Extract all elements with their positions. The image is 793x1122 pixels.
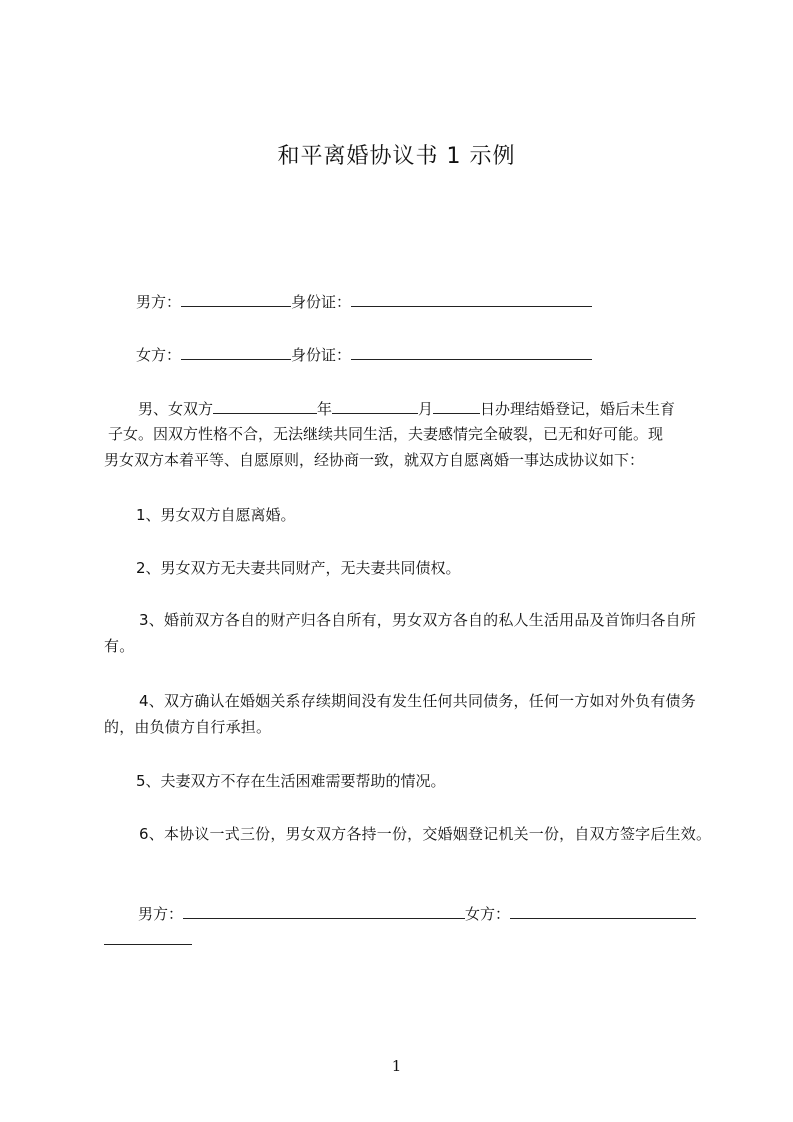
clause-1: 1、男女双方自愿离婚。: [136, 506, 296, 524]
signature-continuation: [104, 929, 192, 950]
year-blank: [213, 398, 317, 414]
female-signature-blank: [510, 903, 696, 919]
female-party-line: [136, 344, 592, 365]
clause-3: 3、婚前双方各自的财产归各自所有，男女双方各自的私人生活用品及首饰归各自所有。: [104, 611, 696, 655]
female-id-label: 身份证：: [291, 346, 352, 364]
male-party-label: 男方：: [136, 293, 182, 311]
intro-lead: 男、女双方: [138, 400, 214, 418]
male-party-line: [136, 291, 592, 312]
male-id-label: 身份证：: [291, 293, 352, 311]
page-number: 1: [391, 1057, 402, 1075]
intro-line-1: [138, 398, 675, 419]
clause-4: 4、双方确认在婚姻关系存续期间没有发生任何共同债务，任何一方如对外负有债务的，由负债方自行承担。: [104, 692, 696, 736]
female-id-blank: [351, 344, 592, 360]
signature-line: [138, 903, 696, 924]
clause-5: 5、夫妻双方不存在生活困难需要帮助的情况。: [136, 772, 446, 790]
clause-2: 2、男女双方无夫妻共同财产，无夫妻共同债权。: [136, 559, 461, 577]
male-signature-blank: [183, 903, 465, 919]
month-blank: [332, 398, 418, 414]
female-party-label: 女方：: [136, 346, 182, 364]
intro-line-2: 子女。因双方性格不合，无法继续共同生活，夫妻感情完全破裂，已无和好可能。现: [108, 425, 664, 443]
intro-year: 年: [317, 400, 333, 418]
intro-day-rest: 日办理结婚登记，婚后未生育: [480, 400, 676, 418]
day-blank: [433, 398, 480, 414]
male-id-blank: [351, 291, 592, 307]
female-name-blank: [181, 344, 291, 360]
signature-male-label: 男方：: [138, 905, 184, 923]
clause-6: 6、本协议一式三份，男女双方各持一份，交婚姻登记机关一份，自双方签字后生效。: [139, 825, 712, 843]
male-name-blank: [181, 291, 291, 307]
intro-line-3: 男女双方本着平等、自愿原则，经协商一致，就双方自愿离婚一事达成协议如下：: [104, 451, 645, 469]
signature-female-label: 女方：: [465, 905, 511, 923]
female-signature-blank-continued: [104, 929, 192, 945]
intro-month: 月: [418, 400, 434, 418]
document-title: 和平离婚协议书 1 示例: [277, 144, 516, 169]
